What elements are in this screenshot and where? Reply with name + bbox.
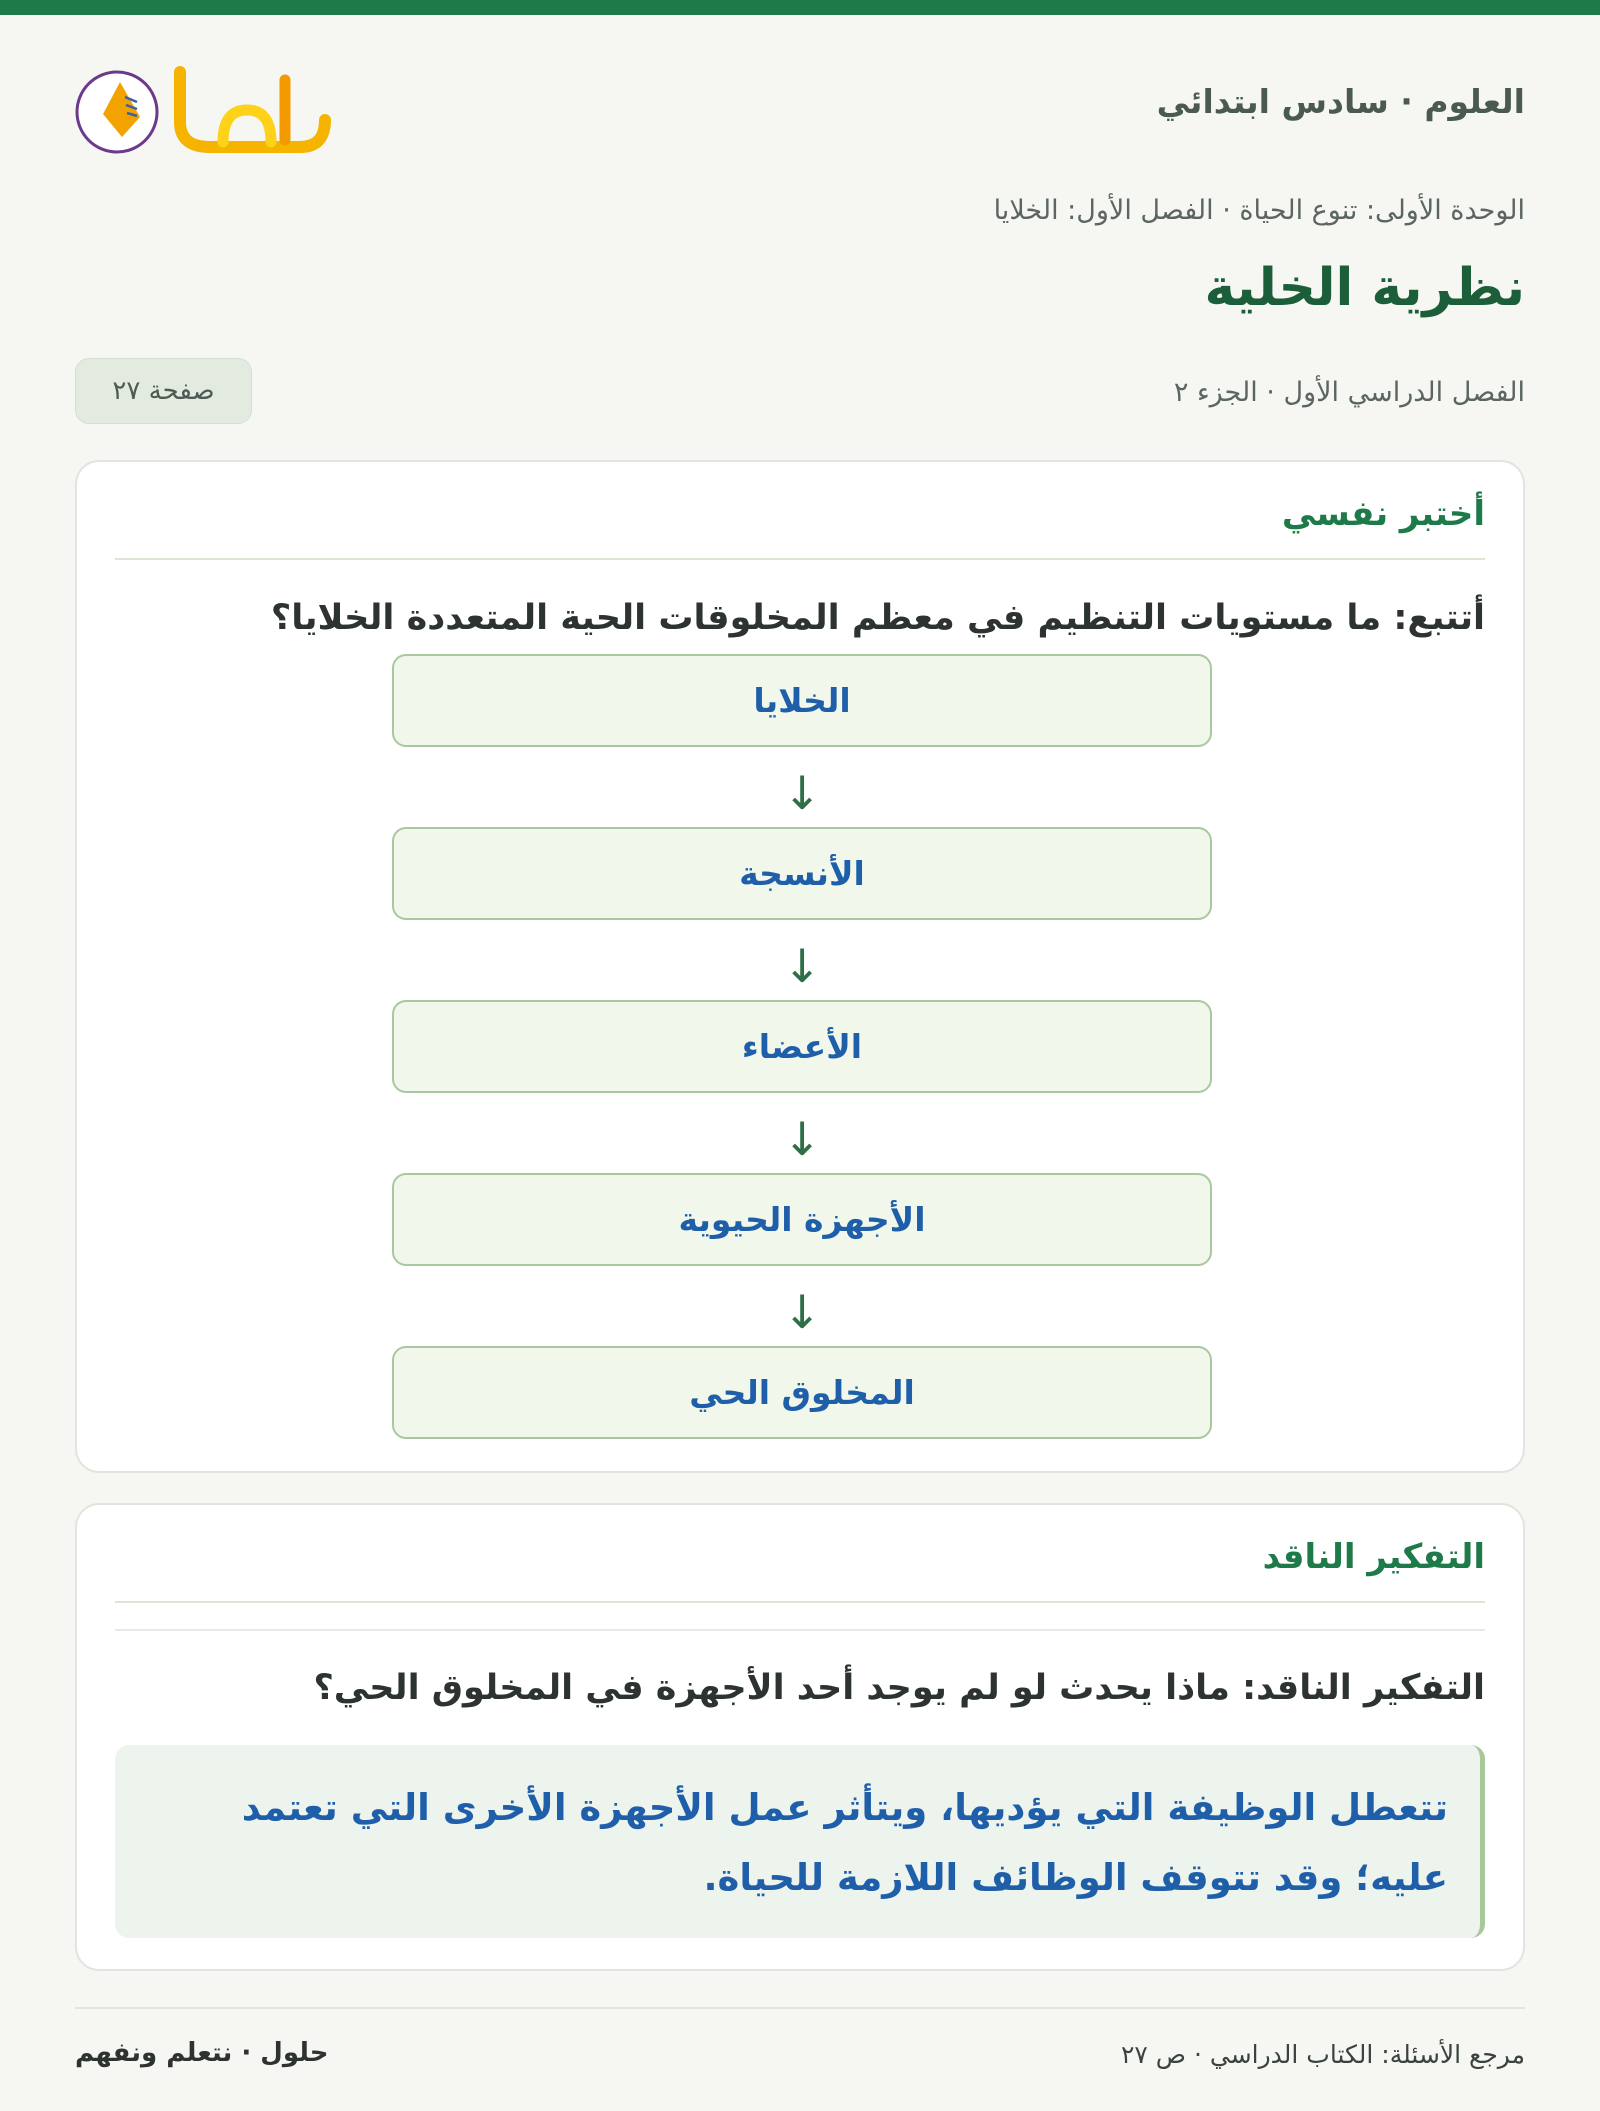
page-title: نظرية الخلية (1204, 258, 1525, 318)
footer-reference: مرجع الأسئلة: الكتاب الدراسي · ص ٢٧ (1120, 2040, 1525, 2069)
flow-step-tissues: الأنسجة (392, 827, 1212, 920)
self-test-question: أتتبع: ما مستويات التنظيم في معظم المخلوقات الحية المتعددة الخلايا؟ (270, 598, 1485, 638)
page-header (75, 62, 1525, 157)
down-arrow-icon: ↓ (782, 1285, 822, 1339)
heading-divider (115, 558, 1485, 560)
heading-divider (115, 1601, 1485, 1603)
term-label: الفصل الدراسي الأول · الجزء ٢ (1173, 377, 1525, 408)
flow-step-cells: الخلايا (392, 654, 1212, 747)
critical-thinking-card (75, 1503, 1525, 1971)
subject-label: العلوم · سادس ابتدائي (1156, 82, 1525, 121)
flow-step-organism: المخلوق الحي (392, 1346, 1212, 1439)
self-test-card (75, 460, 1525, 1473)
self-test-heading: أختبر نفسي (1281, 494, 1485, 534)
down-arrow-icon: ↓ (782, 939, 822, 993)
breadcrumb: الوحدة الأولى: تنوع الحياة · الفصل الأول: الخلايا (993, 195, 1525, 226)
section-divider (115, 1629, 1485, 1631)
down-arrow-icon: ↓ (782, 766, 822, 820)
page-number-badge: صفحة ٢٧ (75, 358, 252, 424)
footer-divider (75, 2007, 1525, 2009)
critical-thinking-question: التفكير الناقد: ماذا يحدث لو لم يوجد أحد الأجهزة في المخلوق الحي؟ (313, 1668, 1485, 1708)
footer-brand: حلول · نتعلم ونفهم (75, 2038, 329, 2068)
top-accent-bar (0, 0, 1600, 15)
flow-step-organs: الأعضاء (392, 1000, 1212, 1093)
critical-thinking-heading: التفكير الناقد (1262, 1537, 1485, 1577)
flow-step-organ-systems: الأجهزة الحيوية (392, 1173, 1212, 1266)
down-arrow-icon: ↓ (782, 1112, 822, 1166)
hulool-logo[interactable] (75, 62, 335, 157)
answer-box: تتعطل الوظيفة التي يؤديها، ويتأثر عمل الأجهزة الأخرى التي تعتمد عليه؛ وقد تتوقف الوظائف اللازمة للحياة. (115, 1745, 1485, 1938)
